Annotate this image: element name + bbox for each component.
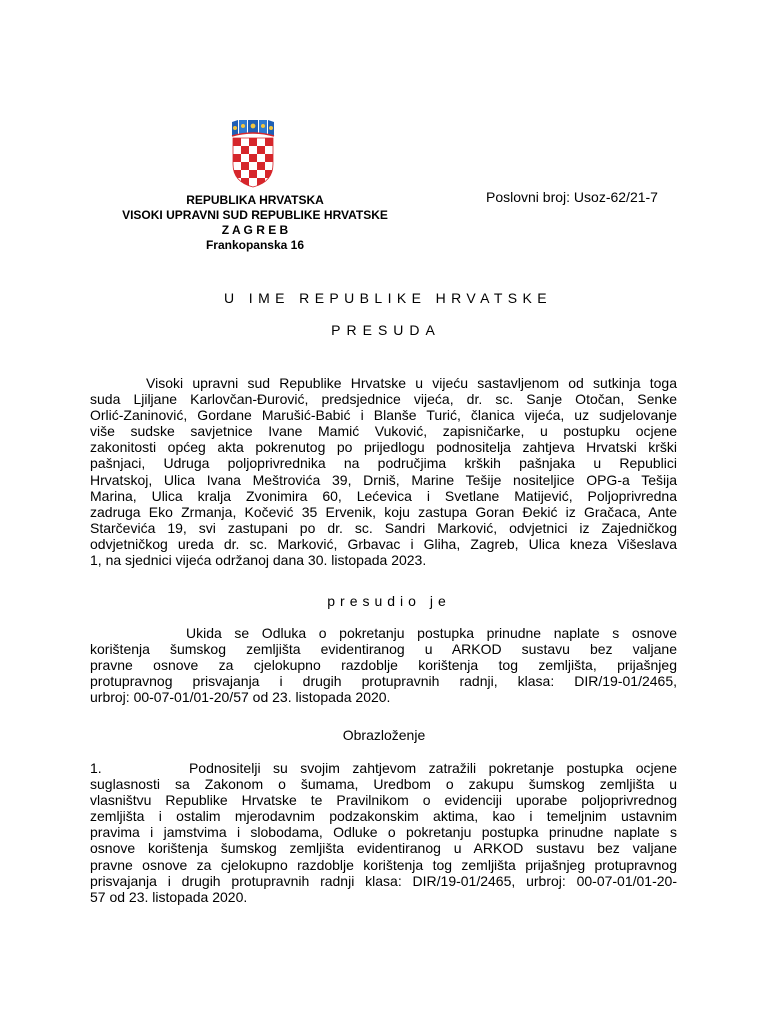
text-line: suda Ljiljane Karlovčan-Đurović, predsjednice vijeća, dr. sc. Sanje Otočan, Senke — [90, 391, 677, 408]
reasoning-paragraph-1 — [90, 760, 677, 905]
text-line: osnove korištenja šumskog zemljišta evidentiranog u ARKOD sustavu bez valjane — [90, 840, 677, 857]
text-line: pravne osnove za cjelokupno razdoblje korištenja tog zemljišta, prijašnjeg — [90, 657, 677, 674]
court-name: VISOKI UPRAVNI SUD REPUBLIKE HRVATSKE — [122, 208, 388, 222]
case-number: Poslovni broj: Usoz-62/21-7 — [486, 189, 658, 205]
heading-ruled: presudio je — [327, 593, 451, 609]
text-line: zemljišta i ostalim mjerodavnim podzakonskim aktima, kao i temeljnim ustavnim — [90, 808, 677, 825]
heading-in-the-name: U IME REPUBLIKE HRVATSKE — [224, 290, 552, 306]
text-line: 57 od 23. listopada 2020. — [90, 888, 248, 905]
text-line: prisvajanja i drugih protupravnih radnji klasa: DIR/19-01/2465, urbroj: 00-07-01/01-20- — [90, 872, 677, 889]
text-line: Orlić-Zaninović, Gordane Marušić-Babić i Blanše Turić, članica vijeća, uz sudjelovanje — [90, 407, 677, 424]
text-line: zakonitosti općeg akta pokrenutog po prijedlogu podnositelja zahtjeva Hrvatski krški — [90, 439, 677, 456]
text-line: pravima i jamstvima i slobodama, Odluke o pokretanju postupka prinudne naplate s — [90, 824, 677, 841]
court-header — [100, 193, 410, 253]
text-line: Visoki upravni sud Republike Hrvatske u vijeću sastavljenom od sutkinja toga — [146, 375, 677, 391]
court-city: Z A G R E B — [221, 223, 289, 237]
heading-reasoning: Obrazloženje — [342, 727, 426, 743]
crown-icon — [232, 120, 274, 136]
text-line: više sudske savjetnice Ivane Mamić Vuković, zapisničarke, u postupku ocjene — [90, 423, 677, 440]
text-line: vlasništvu Republike Hrvatske te Pravilnikom o evidenciji uporabe poljoprivrednog — [90, 792, 677, 809]
ruling-paragraph — [90, 625, 677, 705]
text-line: protupravnog prisvajanja i drugih protupravnih radnji, klasa: DIR/19-01/2465, — [90, 673, 677, 690]
text-line: 1. Podnositelji su svojim zahtjevom zatražili pokretanje postupka ocjene — [90, 760, 677, 776]
croatian-coat-of-arms-icon — [229, 120, 277, 188]
text-line: suglasnosti sa Zakonom o šumama, Uredbom o zakupu šumskog zemljišta u — [90, 776, 677, 793]
heading-judgment: PRESUDA — [331, 322, 441, 338]
text-line: Hrvatskoj, Ulica Ivana Meštrovića 39, Drniš, Marine Tešije nositeljice OPG-a Tešija — [90, 471, 677, 488]
text-line: pašnjaci, Udruga poljoprivrednika na područjima krških pašnjaka u Republici — [90, 455, 677, 472]
text-line: odvjetničkog ureda dr. sc. Marković, Grbavac i Gliha, Zagreb, Ulica kneza Višeslava — [90, 535, 677, 552]
text-line: pravne osnove za cjelokupno razdoblje korištenja tog zemljišta prijašnjeg protupravnog — [90, 856, 677, 873]
intro-paragraph — [90, 375, 677, 568]
text-line: Marina, Ulica kralja Zvonimira 60, Lećevica i Svetlane Matijević, Poljoprivredna — [90, 487, 677, 504]
text-line: Starčevića 19, svi zastupani po dr. sc. Sandri Marković, odvjetnici iz Zajedničkog — [90, 519, 677, 536]
text-line: urbroj: 00-07-01/01-20/57 od 23. listopada 2020. — [90, 689, 391, 706]
text-line: Ukida se Odluka o pokretanju postupka prinudne naplate s osnove — [186, 625, 677, 641]
checkerboard-shield-icon — [233, 138, 273, 188]
text-line: korištenja šumskog zemljišta evidentiranog u ARKOD sustavu bez valjane — [90, 641, 677, 658]
text-line: zadruga Eko Zrmanja, Kočević 35 Ervenik, koju zastupa Goran Đekić iz Gračaca, Ante — [90, 503, 677, 520]
court-country: REPUBLIKA HRVATSKA — [186, 193, 324, 207]
court-address: Frankopanska 16 — [205, 238, 305, 252]
text-line: 1, na sjednici vijeća održanoj dana 30. listopada 2023. — [90, 552, 427, 569]
